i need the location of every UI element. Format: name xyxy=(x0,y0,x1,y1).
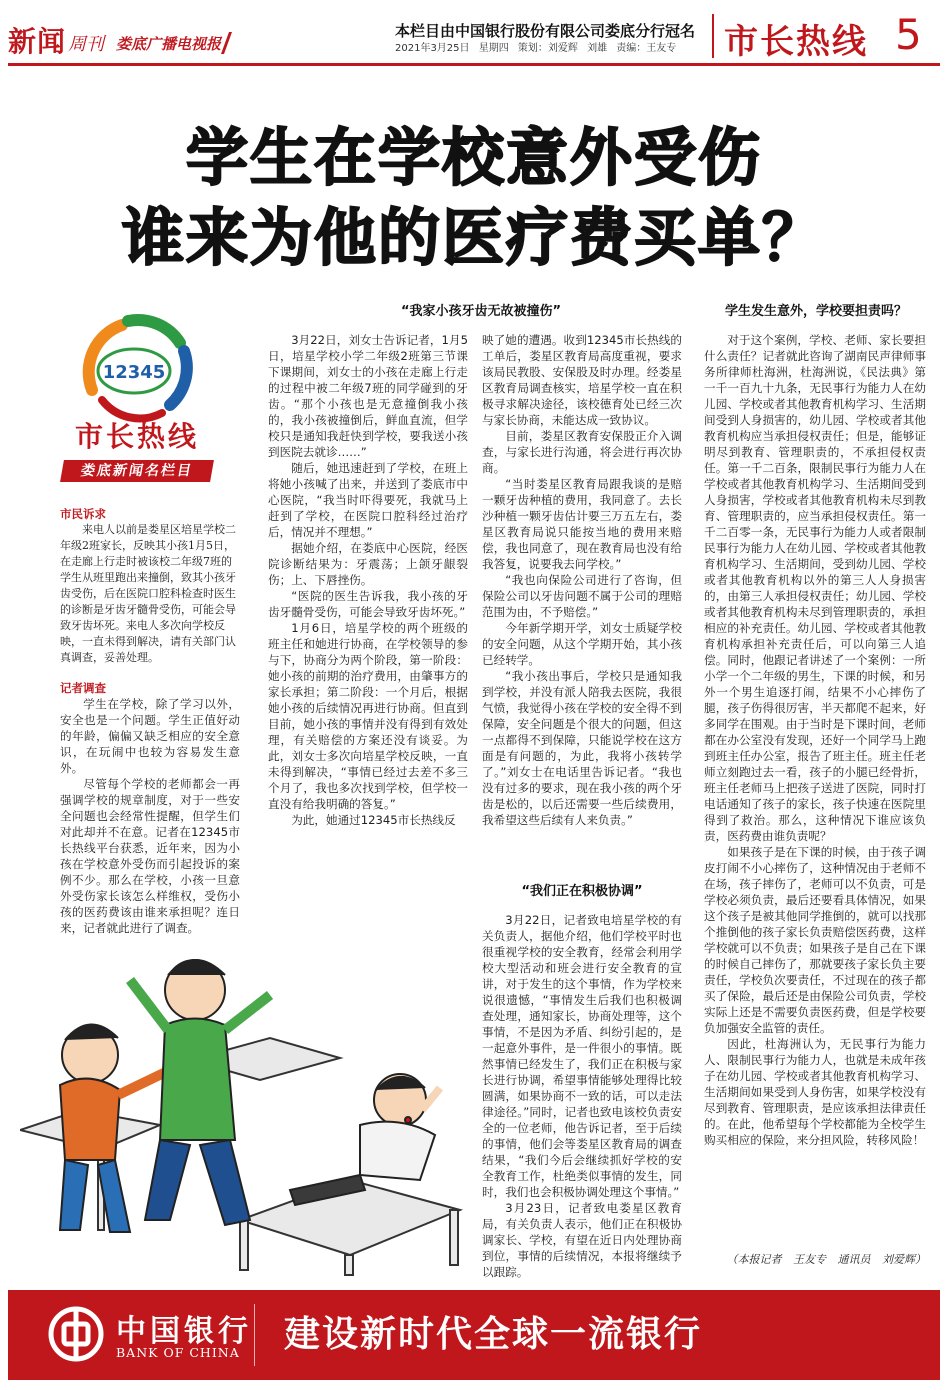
section1-column-b xyxy=(482,332,682,828)
masthead-divider xyxy=(712,14,714,58)
section1-paragraph: 映了她的遭遇。收到12345市长热线的工单后，娄星区教育局高度重视，要求该局民教股、安保股及时办理。经娄星区教育局调查核实，培星学校一直在积极寻求解决途径，该校德育处已经三次与家长协商，未能达成一致协议。 xyxy=(482,333,682,427)
masthead-rule xyxy=(8,63,940,66)
investigation-block xyxy=(60,680,240,936)
section1-paragraph: “我小孩出事后，学校只是通知我到学校，并没有派人陪我去医院，我很气愤，我觉得小孩在学校的安全得不到保障，安全问题是个很大的问题，但这一点都得不到保障，只能说学校在这方面是有问题的，为此，我将小孩转学了。”刘女士在电话里告诉记者。“我也没有过多的要求，现在我小孩的两个牙齿是松的，以后还需要一些后续费用，我希望这些后续有人来负责。” xyxy=(482,669,682,827)
section1-paragraph: “我也向保险公司进行了咨询，但保险公司以牙齿问题不属于公司的理赔范围为由，不予赔偿。” xyxy=(482,573,682,619)
bank-name-cn: 中国银行 xyxy=(116,1314,252,1349)
section2-column xyxy=(482,912,682,1280)
section1-heading: “我家小孩牙齿无故被撞伤” xyxy=(400,304,562,319)
footer-divider xyxy=(254,1304,255,1366)
date-line: 2021年3月25日 星期四 策划：刘爱辉 刘雄 责编：王友专 xyxy=(395,43,677,54)
investigation-heading: 记者调查 xyxy=(60,681,106,695)
section2-paragraph: 3月22日，记者致电培星学校的有关负责人，据他介绍，他们学校平时也很重视学校的安全教育，经常会利用学校大型活动和班会进行安全教育的宣讲，对于发生的这个事情，作为学校来说很遗憾，“事情发生后我们也积极调查处理，通知家长，协商处理等，这个事情，不是因为矛盾、纠纷引起的，是一起意外事件，是一件很小的事情。既然事情已经发生了，我们正在积极与家长进行协调，希望事情能够处理得比较圆满，如果协商不一致的话，可以走法律途径。”同时，记者也致电该校负责安全的一位老师，他告诉记者，至于后续的事情，他们会等娄星区教育局的调查结果，“我们今后会继续抓好学校的安全教育工作，杜绝类似事情的发生，同时，我们也会积极协调处理这个事情。” xyxy=(482,913,682,1199)
section3-column xyxy=(704,332,926,1148)
bank-slogan: 建设新时代全球一流银行 xyxy=(284,1314,703,1355)
byline-credit: （本报记者 王友专 通讯员 刘爱辉） xyxy=(726,1253,926,1266)
section2-heading: “我们正在积极协调” xyxy=(521,884,643,899)
logo-banner: 娄底新闻名栏目 xyxy=(60,460,214,482)
petition-text: 来电人以前是娄星区培星学校二年级2班家长，反映其小孩1月5日，在走廊上行走时被该校二年级7班的学生从班里跑出来撞倒，致其小孩牙齿受伤，后在医院口腔科检查时医生的诊断是牙齿牙髓骨受伤，可能会导致牙齿坏死。来电人多次向学校反映，一直未得到解决，请有关部门认真调查，妥善处理。 xyxy=(60,523,236,664)
section1-paragraph: 据她介绍，在娄底中心医院，经医院诊断结果为：牙震荡；上颌牙龈裂伤；上、下唇挫伤。 xyxy=(268,541,468,587)
headline-line-1: 学生在学校意外受伤 xyxy=(185,121,762,194)
masthead-brand xyxy=(8,20,228,60)
investigation-paragraph: 尽管每个学校的老师都会一再强调学校的规章制度，对于一些安全问题也会经常性提醒，但学生们对此却并不在意。记者在12345市长热线平台获悉，近年来，因为小孩在学校意外受伤而引起投诉的案例不少。那么在学校，小孩一旦意外受伤家长该怎么样维权，受伤小孩的医药费该由谁来承担呢？连日来，记者就此进行了调查。 xyxy=(60,777,240,935)
logo-title: 市长热线 xyxy=(74,420,199,453)
bank-name-en: BANK OF CHINA xyxy=(116,1345,240,1360)
page-number: 5 xyxy=(895,10,922,59)
hotline-number-text: 12345 xyxy=(102,362,166,383)
petition-block xyxy=(60,506,240,666)
section1-paragraph: “当时娄星区教育局跟我谈的是赔一颗牙齿种植的费用，我同意了。去长沙种植一颗牙齿估计要三万五左右，娄星区教育局说只能按当地的费用来赔偿，我也同意了，现在教育局也没有给我答复，说要我去问学校。” xyxy=(482,477,682,571)
section1-paragraph: 今年新学期开学，刘女士质疑学校的安全问题，从这个学期开始，其小孩已经转学。 xyxy=(482,621,682,667)
section1-paragraph: “医院的医生告诉我，我小孩的牙齿牙髓骨受伤，可能会导致牙齿坏死。” xyxy=(268,589,468,619)
section3-paragraph: 如果孩子是在下课的时候，由于孩子调皮打闹不小心摔伤了，这种情况由于老师不在场，孩子摔伤了，老师可以不负责，可是学校必须负责，最后还要看具体情况，如果这个孩子是被其他同学推倒的，就可以找那个推倒他的孩子家长负责赔偿医药费，这样学校就可以不负责；如果孩子是自己在下课的时候自己摔伤了，那就要孩子家长负主要责任，学校负次要责任，不过现在的孩子都买了保险，最后还是由保险公司负责，学校实际上还是不需要负责医药费，但是学校要负加强安全监管的责任。 xyxy=(704,845,926,1035)
petition-heading: 市民诉求 xyxy=(60,507,106,521)
section3-paragraph: 对于这个案例，学校、老师、家长要担什么责任？记者就此咨询了湖南民声律师事务所律师杜海洲，杜海洲说，《民法典》第一千一百九十九条，无民事行为能力人在幼儿园、学校或者其他教育机构学习、生活期间受到人身损害的，幼儿园、学校或者其他教育机构应当承担侵权责任；但是，能够证明尽到教育、管理职责的，不承担侵权责任。第一千二百条，限制民事行为能力人在学校或者其他教育机构学习、生活期间受到人身损害，学校或者其他教育机构未尽到教育、管理职责的，应当承担侵权责任。第一千二百零一条，无民事行为能力人或者限制民事行为能力人在幼儿园、学校或者其他教育机构学习、生活期间，受到幼儿园、学校或者其他教育机构以外的第三人人身损害的，由第三人承担侵权责任；幼儿园、学校或者其他教育机构未尽到管理职责的，承担相应的补充责任。幼儿园、学校或者其他教育机构承担补充责任后，可以向第三人追偿。同时，他跟记者讲述了一个案例：一所小学一个二年级的男生，下课的时候，和另外一个男生追逐打闹，结果不小心摔伤了腿，孩子伤得很厉害，半天都爬不起来，好多同学在围观。由于当时是下课时间，老师都在办公室没有发现，还好一个同学马上跑到班主任办公室，报告了班主任。班主任老师立刻跑过去一看，孩子的小腿已经骨折，班主任老师马上把孩子送进了医院，同时打电话通知了孩子的家长，孩子快速在医院里得到了救治。那么，这种情况下谁应该负责，医药费由谁负责呢？ xyxy=(704,333,926,843)
section2-paragraph: 3月23日，记者致电娄星区教育局，有关负责人表示，他们正在积极协调家长、学校，有望在近日内处理协商到位，事情的后续情况，本报将继续予以跟踪。 xyxy=(482,1201,682,1279)
classroom-illustration xyxy=(20,920,468,1280)
section1-paragraph: 为此，她通过12345市长热线反 xyxy=(291,813,456,827)
section1-paragraph: 3月22日，刘女士告诉记者，1月5日，培星学校小学二年级2班第三节课下课期间，刘女士的小孩在走廊上行走的过程中被二年级7班的同学碰到的牙齿。“那个小孩也是无意撞倒我小孩的，我小孩被撞倒后，鲜血直流，但学校只是通知我赶快到学校，要我送小孩到医院去就诊……” xyxy=(268,333,468,459)
paper-name: 新闻 xyxy=(8,25,67,58)
section1-column-a xyxy=(268,332,468,828)
section1-paragraph: 目前，娄星区教育安保股正介入调查，与家长进行沟通，将会进行再次协商。 xyxy=(482,429,682,475)
sponsor-line: 本栏目由中国银行股份有限公司娄底分行冠名 xyxy=(395,22,696,40)
brand-slash-divider xyxy=(221,32,232,54)
section1-paragraph: 随后，她迅速赶到了学校，在班上将她小孩喊了出来，并送到了娄底市中心医院，“我当时吓得要死，我就马上赶到了学校，在医院口腔科经过治疗后，情况并不理想。” xyxy=(268,461,468,539)
section-title: 市长热线 xyxy=(724,22,868,62)
section3-heading: 学生发生意外，学校要担责吗？ xyxy=(724,304,907,319)
section3-paragraph: 因此，杜海洲认为，无民事行为能力人、限制民事行为能力人，也就是未成年孩子在幼儿园、学校或者其他教育机构学习、生活期间如果受到人身伤害，如果学校没有尽到教育、管理职责，是应该承担法律责任的。在此，他希望每个学校都能为全校学生购买相应的保险，来分担风险，转移风险！ xyxy=(704,1037,926,1147)
channel-name: 娄底广播电视报 xyxy=(116,34,222,53)
bank-of-china-logo-icon xyxy=(48,1306,104,1362)
headline-line-2: 谁来为他的医疗费买单？ xyxy=(121,201,826,274)
investigation-paragraph: 学生在学校，除了学习以外，安全也是一个问题。学生正值好动的年龄，偏偏又缺乏相应的安全意识，在玩闹中也较为容易发生意外。 xyxy=(60,697,240,775)
paper-suffix: 周刊 xyxy=(68,34,105,55)
section1-paragraph: 1月6日，培星学校的两个班级的班主任和她进行协商，在学校领导的参与下，协商分为两个阶段，第一阶段：她小孩的前期的治疗费用，由肇事方的家长承担；第二阶段：一个月后，根据她小孩的后续情况再进行协商。但直到目前，她小孩的事情并没有得到有效处理，有关赔偿的方案还没有谈妥。为此，刘女士多次向培星学校反映，一直未得到解决，“事情已经过去差不多三个月了，我也多次找到学校，但学校一直没有给我明确的答复。” xyxy=(268,621,468,811)
